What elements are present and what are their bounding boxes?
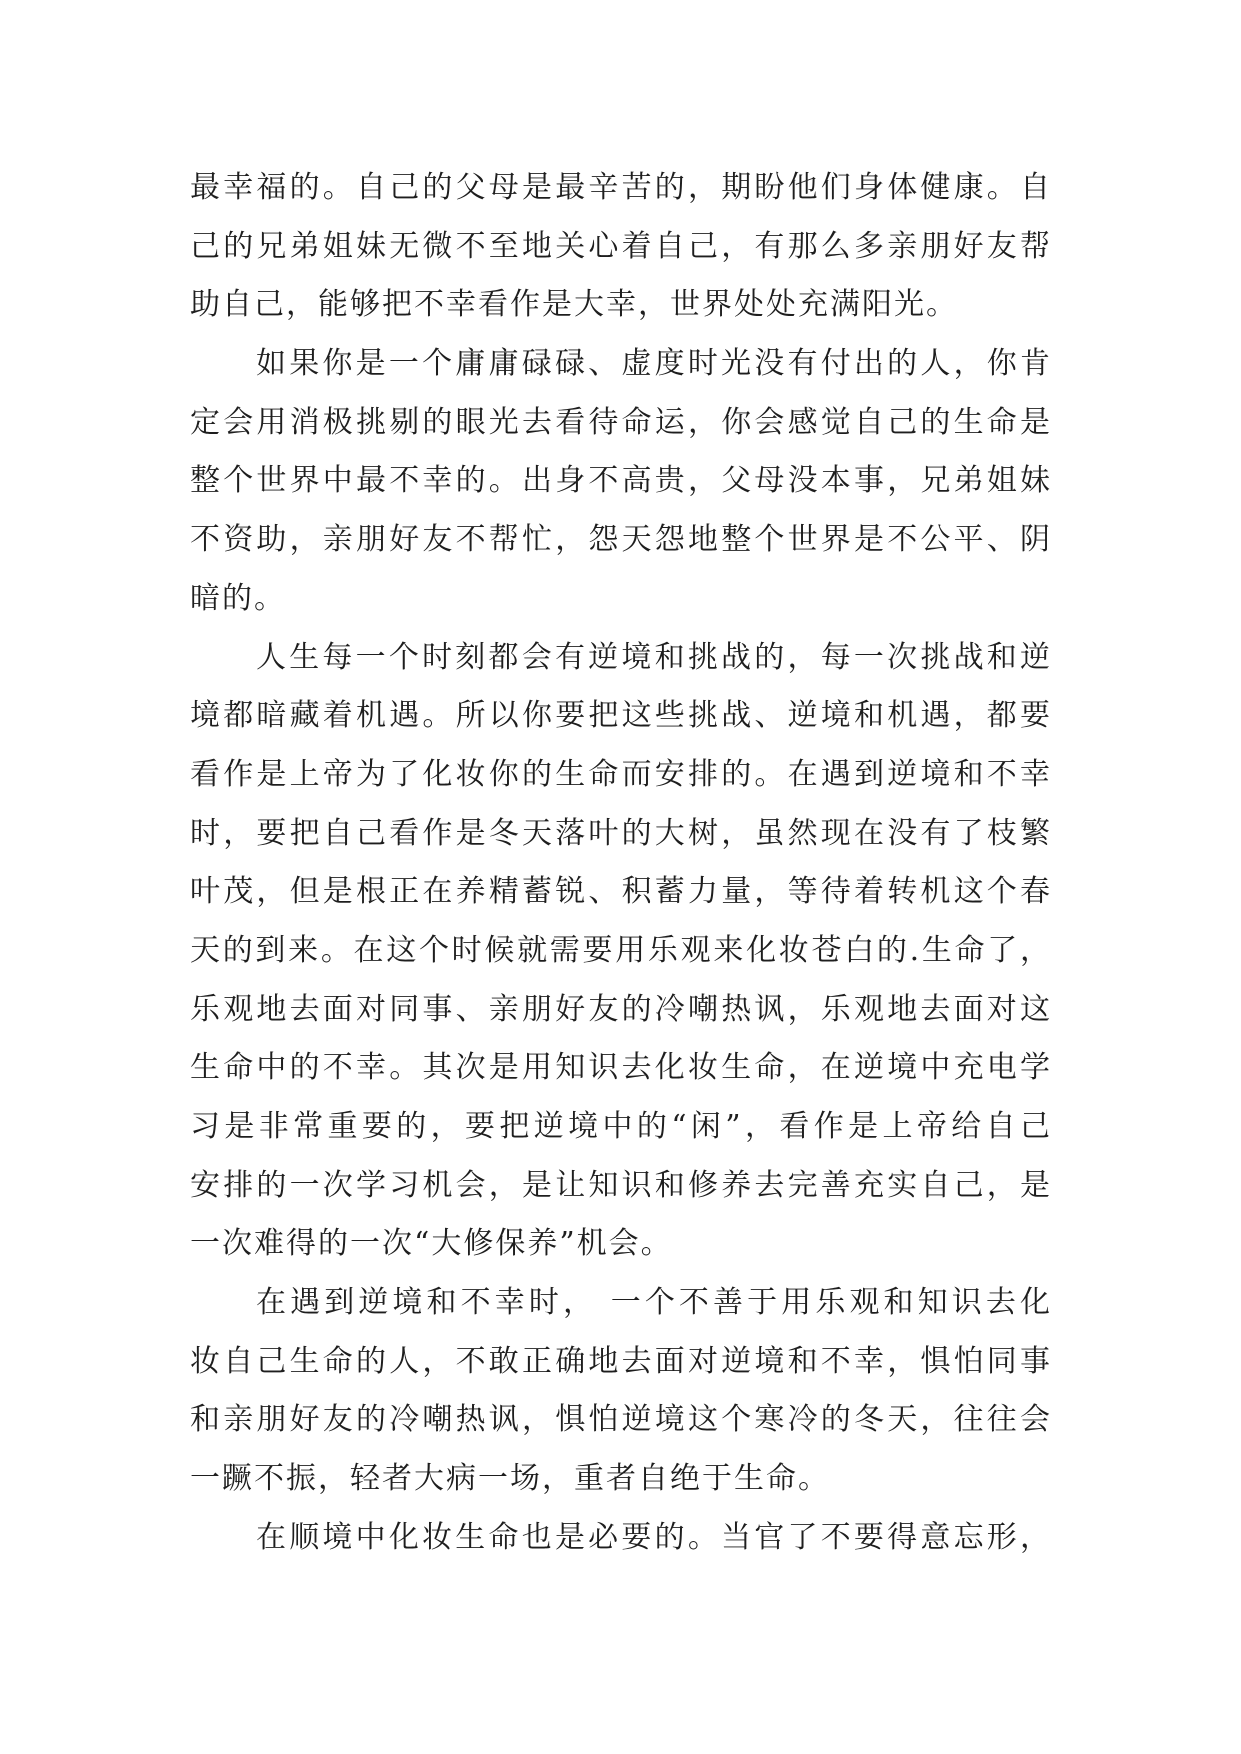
text-line: 助自己，能够把不幸看作是大幸，世界处处充满阳光。	[190, 287, 958, 323]
text-line: 不资助，亲朋好友不帮忙，怨天怨地整个世界是不公平、阴	[190, 522, 1052, 558]
text-line: 定会用消极挑剔的眼光去看待命运，你会感觉自己的生命是	[190, 404, 1052, 440]
text-line: 叶茂，但是根正在养精蓄锐、积蓄力量，等待着转机这个春	[190, 874, 1052, 910]
text-line: 境都暗藏着机遇。所以你要把这些挑战、逆境和机遇，都要	[190, 698, 1052, 734]
text-line: 整个世界中最不幸的。出身不高贵，父母没本事，兄弟姐妹	[190, 463, 1052, 499]
text-line: 生命中的不幸。其次是用知识去化妆生命，在逆境中充电学	[190, 1050, 1052, 1086]
document-body	[190, 159, 1052, 1568]
text-line: 安排的一次学习机会，是让知识和修养去完善充实自己，是	[190, 1167, 1052, 1203]
text-line: 一次难得的一次“大修保养”机会。	[190, 1226, 673, 1262]
text-line: 乐观地去面对同事、亲朋好友的冷嘲热讽，乐观地去面对这	[190, 991, 1052, 1027]
text-line: 人生每一个时刻都会有逆境和挑战的，每一次挑战和逆	[256, 639, 1052, 675]
text-line: 习是非常重要的，要把逆境中的“闲”，看作是上帝给自己	[190, 1109, 1052, 1144]
paragraph	[190, 1274, 1052, 1509]
text-line: 己的兄弟姐妹无微不至地关心着自己，有那么多亲朋好友帮	[190, 228, 1052, 264]
text-line: 天的到来。在这个时候就需要用乐观来化妆苍白的.生命了，	[190, 932, 1052, 968]
text-line: 和亲朋好友的冷嘲热讽，惧怕逆境这个寒冷的冬天，往往会	[190, 1402, 1052, 1438]
paragraph	[190, 1509, 1052, 1568]
paragraph	[190, 629, 1052, 1275]
text-line: 一蹶不振，轻者大病一场，重者自绝于生命。	[190, 1461, 830, 1497]
paragraph	[190, 335, 1052, 628]
text-line: 看作是上帝为了化妆你的生命而安排的。在遇到逆境和不幸	[190, 756, 1052, 792]
text-line: 如果你是一个庸庸碌碌、虚度时光没有付出的人，你肯	[256, 346, 1052, 382]
text-line: 时，要把自己看作是冬天落叶的大树，虽然现在没有了枝繁	[190, 815, 1052, 851]
text-line: 最幸福的。自己的父母是最辛苦的，期盼他们身体健康。自	[190, 170, 1052, 205]
paragraph	[190, 159, 1052, 335]
text-line: 在遇到逆境和不幸时， 一个不善于用乐观和知识去化	[256, 1285, 1052, 1321]
text-line: 妆自己生命的人，不敢正确地去面对逆境和不幸，惧怕同事	[190, 1343, 1052, 1379]
text-line: 暗的。	[190, 580, 286, 616]
text-line: 在顺境中化妆生命也是必要的。当官了不要得意忘形，	[256, 1519, 1052, 1555]
